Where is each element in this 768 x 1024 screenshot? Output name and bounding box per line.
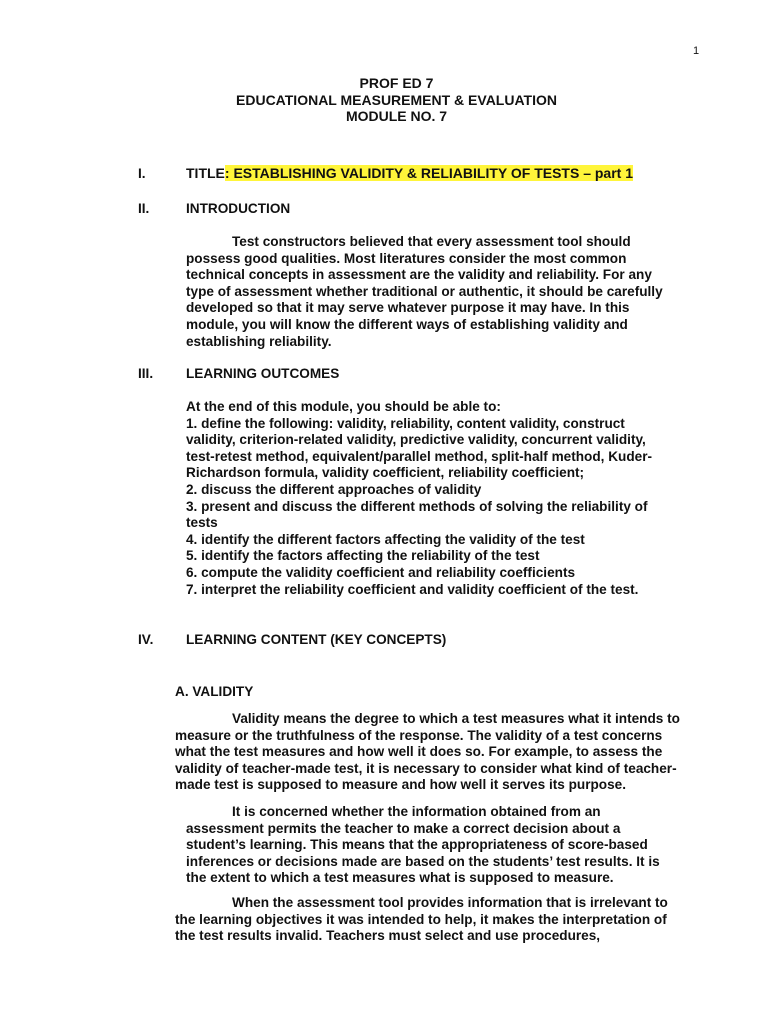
section-number-3: III. <box>138 366 154 381</box>
learning-outcomes-heading: LEARNING OUTCOMES <box>186 366 340 381</box>
validity-p1-line: measure or the truthfulness of the response. The validity of a test concerns <box>175 727 663 743</box>
intro-line: type of assessment whether traditional or authentic, it should be carefully <box>186 283 663 299</box>
validity-p2-line: inferences or decisions made are based on the students’ test results. It is <box>186 853 660 869</box>
outcome-line: 2. discuss the different approaches of validity <box>186 481 482 497</box>
validity-p3-line: When the assessment tool provides information that is irrelevant to <box>232 895 668 910</box>
outcome-line: test-retest method, equivalent/parallel method, split-half method, Kuder- <box>186 448 653 464</box>
outcome-line: 3. present and discuss the different methods of solving the reliability of <box>186 498 648 514</box>
outcome-line: 4. identify the different factors affecting the validity of the test <box>186 531 585 547</box>
introduction-heading: INTRODUCTION <box>186 201 291 216</box>
outcome-line: validity, criterion-related validity, predictive validity, concurrent validity, <box>186 432 646 448</box>
outcome-line: 1. define the following: validity, reliability, content validity, construct <box>186 415 625 431</box>
validity-p1-line: made test is supposed to measure and how well it serves its purpose. <box>175 777 626 793</box>
section-number-4: IV. <box>138 632 154 647</box>
outcome-line: 5. identify the factors affecting the reliability of the test <box>186 548 540 564</box>
module-number: MODULE NO. 7 <box>345 108 448 124</box>
validity-p2-line: the extent to which a test measures what is supposed to measure. <box>186 870 614 886</box>
course-title: EDUCATIONAL MEASUREMENT & EVALUATION <box>236 92 557 108</box>
section-number-1: I. <box>138 166 146 181</box>
validity-p1-line: validity of teacher-made test, it is necessary to consider what kind of teacher- <box>175 760 677 776</box>
validity-p3-line: the test results invalid. Teachers must select and use procedures, <box>175 928 601 944</box>
validity-paragraph-3 <box>175 895 668 945</box>
title-label: TITLE <box>186 165 225 181</box>
page-number: 1 <box>693 45 700 57</box>
intro-line: Test constructors believed that every assessment tool should <box>232 234 631 249</box>
validity-p1-line: Validity means the degree to which a test measures what it intends to <box>232 711 680 726</box>
validity-paragraph-2 <box>186 804 660 887</box>
section-number-2: II. <box>138 201 150 216</box>
validity-paragraph-1 <box>175 711 680 794</box>
intro-line: establishing reliability. <box>186 333 332 349</box>
validity-p2-line: assessment permits the teacher to make a correct decision about a <box>186 820 621 836</box>
outcome-line: 6. compute the validity coefficient and reliability coefficients <box>186 564 576 580</box>
validity-p1-line: what the test measures and how well it does so. For example, to assess the <box>175 744 663 760</box>
intro-line: module, you will know the different ways of establishing validity and <box>186 316 628 332</box>
outcome-line: tests <box>186 515 218 531</box>
module-title-highlight: : ESTABLISHING VALIDITY & RELIABILITY OF TESTS – part 1 <box>224 165 634 181</box>
validity-p3-line: the learning objectives it was intended to help, it makes the interpretation of <box>175 911 667 927</box>
intro-line: possess good qualities. Most literatures consider the most common <box>186 250 627 266</box>
intro-line: technical concepts in assessment are the validity and reliability. For any <box>186 267 652 283</box>
title-line <box>186 165 633 181</box>
intro-line: developed so that it may serve whatever purpose it may have. In this <box>186 300 630 316</box>
outcome-line: Richardson formula, validity coefficient, reliability coefficient; <box>186 465 585 481</box>
outcome-line: 7. interpret the reliability coefficient and validity coefficient of the test. <box>186 581 639 597</box>
outcome-line: At the end of this module, you should be able to: <box>186 399 501 414</box>
validity-p2-line: student’s learning. This means that the appropriateness of score-based <box>186 837 648 853</box>
course-code: PROF ED 7 <box>359 75 434 91</box>
learning-content-heading: LEARNING CONTENT (KEY CONCEPTS) <box>186 632 447 647</box>
validity-p2-line: It is concerned whether the information obtained from an <box>232 804 601 819</box>
validity-heading: A. VALIDITY <box>175 684 254 699</box>
introduction-paragraph <box>186 234 663 350</box>
learning-outcomes-list <box>186 399 652 598</box>
